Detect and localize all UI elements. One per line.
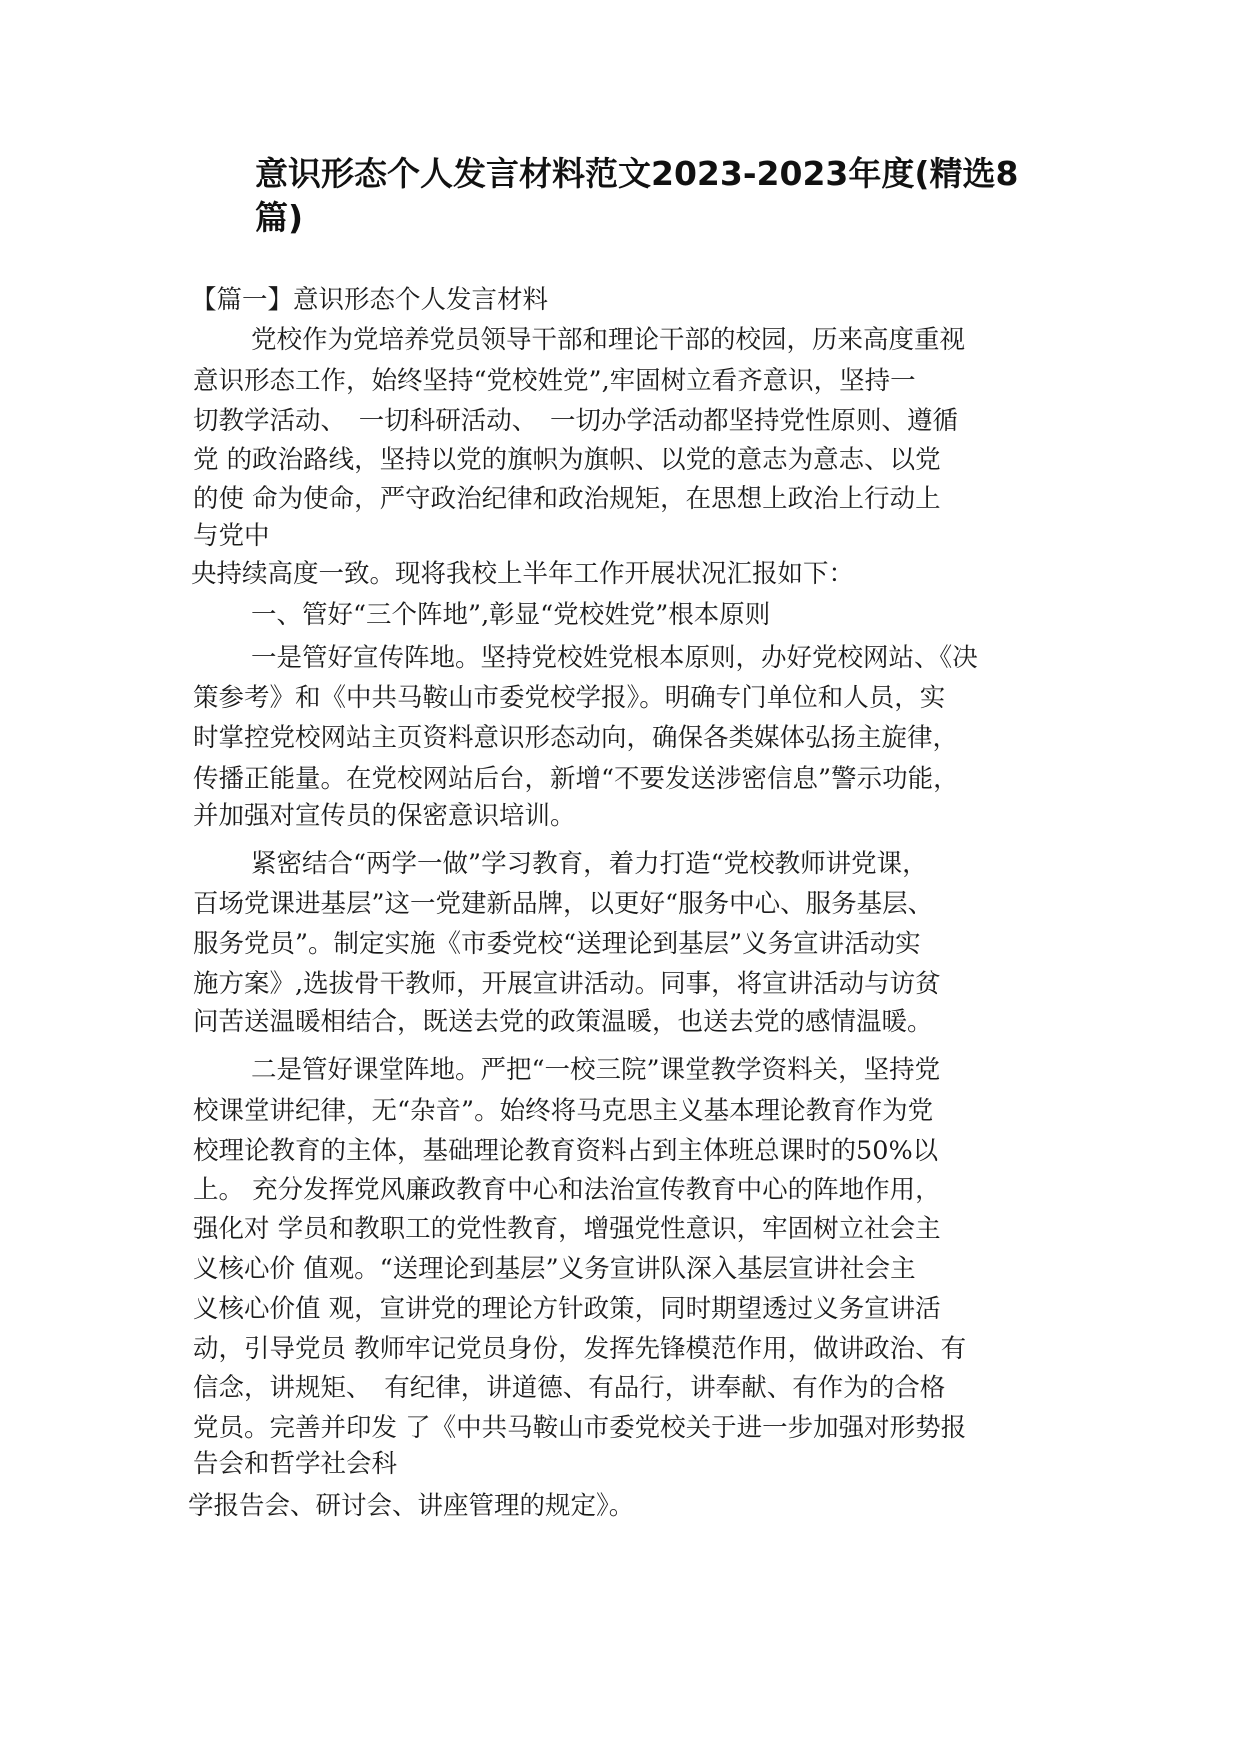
paragraph-line: 党校作为党培养党员领导干部和理论干部的校园，历来高度重视 (251, 325, 966, 355)
document-title (255, 152, 1045, 240)
paragraph-line: 意识形态工作，始终坚持“党校姓党”,牢固树立看齐意识，坚持一 (193, 366, 916, 396)
paragraph-line: 百场党课进基层”这一党建新品牌，以更好“服务中心、服务基层、 (193, 889, 934, 919)
paragraph-line: 义核心价 值观。“送理论到基层”义务宣讲队深入基层宣讲社会主 (193, 1254, 916, 1284)
paragraph-line: 央持续高度一致。现将我校上半年工作开展状况汇报如下： (191, 559, 855, 589)
paragraph-line: 动，引导党员 教师牢记党员身份，发挥先锋模范作用，做讲政治、有 (193, 1334, 967, 1364)
paragraph-line: 传播正能量。在党校网站后台，新增“不要发送涉密信息”警示功能， (193, 764, 959, 794)
paragraph-line: 施方案》,选拔骨干教师，开展宣讲活动。同事，将宣讲活动与访贫 (193, 969, 941, 999)
paragraph-line: 时掌控党校网站主页资料意识形态动向，确保各类媒体弘扬主旋律， (193, 723, 959, 753)
paragraph-line: 党 的政治路线，坚持以党的旗帜为旗帜、以党的意志为意志、以党 (193, 445, 941, 475)
paragraph-line: 服务党员”。制定实施《市委党校“送理论到基层”义务宣讲活动实 (193, 929, 921, 959)
paragraph-line: 策参考》和《中共马鞍山市委党校学报》。明确专门单位和人员，实 (193, 683, 946, 713)
paragraph-line: 问苦送温暖相结合，既送去党的政策温暖，也送去党的感情温暖。 (193, 1007, 933, 1037)
paragraph-line: 信念，讲规矩、 有纪律，讲道德、有品行，讲奉献、有作为的合格 (193, 1373, 946, 1403)
section-heading: 【篇一】意识形态个人发言材料 (191, 285, 549, 315)
paragraph-line: 紧密结合“两学一做”学习教育，着力打造“党校教师讲党课， (251, 849, 928, 879)
subsection-heading: 一、管好“三个阵地”,彰显“党校姓党”根本原则 (251, 600, 771, 630)
title-line-2: 篇) (255, 198, 304, 237)
paragraph-line: 切教学活动、 一切科研活动、 一切办学活动都坚持党性原则、遵循 (193, 406, 959, 436)
paragraph-line: 强化对 学员和教职工的党性教育，增强党性意识，牢固树立社会主 (193, 1214, 941, 1244)
paragraph-line: 二是管好课堂阵地。严把“一校三院”课堂教学资料关，坚持党 (251, 1055, 941, 1085)
paragraph-line: 告会和哲学社会科 (193, 1449, 398, 1479)
paragraph-line: 上。 充分发挥党风廉政教育中心和法治宣传教育中心的阵地作用， (193, 1175, 941, 1205)
paragraph-line: 党员。完善并印发 了《中共马鞍山市委党校关于进一步加强对形势报 (193, 1413, 967, 1443)
paragraph-line: 学报告会、研讨会、讲座管理的规定》。 (188, 1491, 635, 1521)
paragraph-line: 与党中 (193, 521, 270, 551)
paragraph-line: 的使 命为使命，严守政治纪律和政治规矩，在思想上政治上行动上 (193, 484, 941, 514)
title-line-1: 意识形态个人发言材料范文2023-2023年度(精选8 (255, 154, 1019, 193)
paragraph-line: 一是管好宣传阵地。坚持党校姓党根本原则，办好党校网站、《决 (251, 643, 978, 673)
paragraph-line: 校理论教育的主体，基础理论教育资料占到主体班总课时的50%以 (193, 1136, 939, 1166)
paragraph-line: 校课堂讲纪律，无“杂音”。始终将马克思主义基本理论教育作为党 (193, 1096, 934, 1126)
paragraph-line: 并加强对宣传员的保密意识培训。 (193, 801, 576, 831)
paragraph-line: 义核心价值 观，宣讲党的理论方针政策，同时期望透过义务宣讲活 (193, 1294, 941, 1324)
